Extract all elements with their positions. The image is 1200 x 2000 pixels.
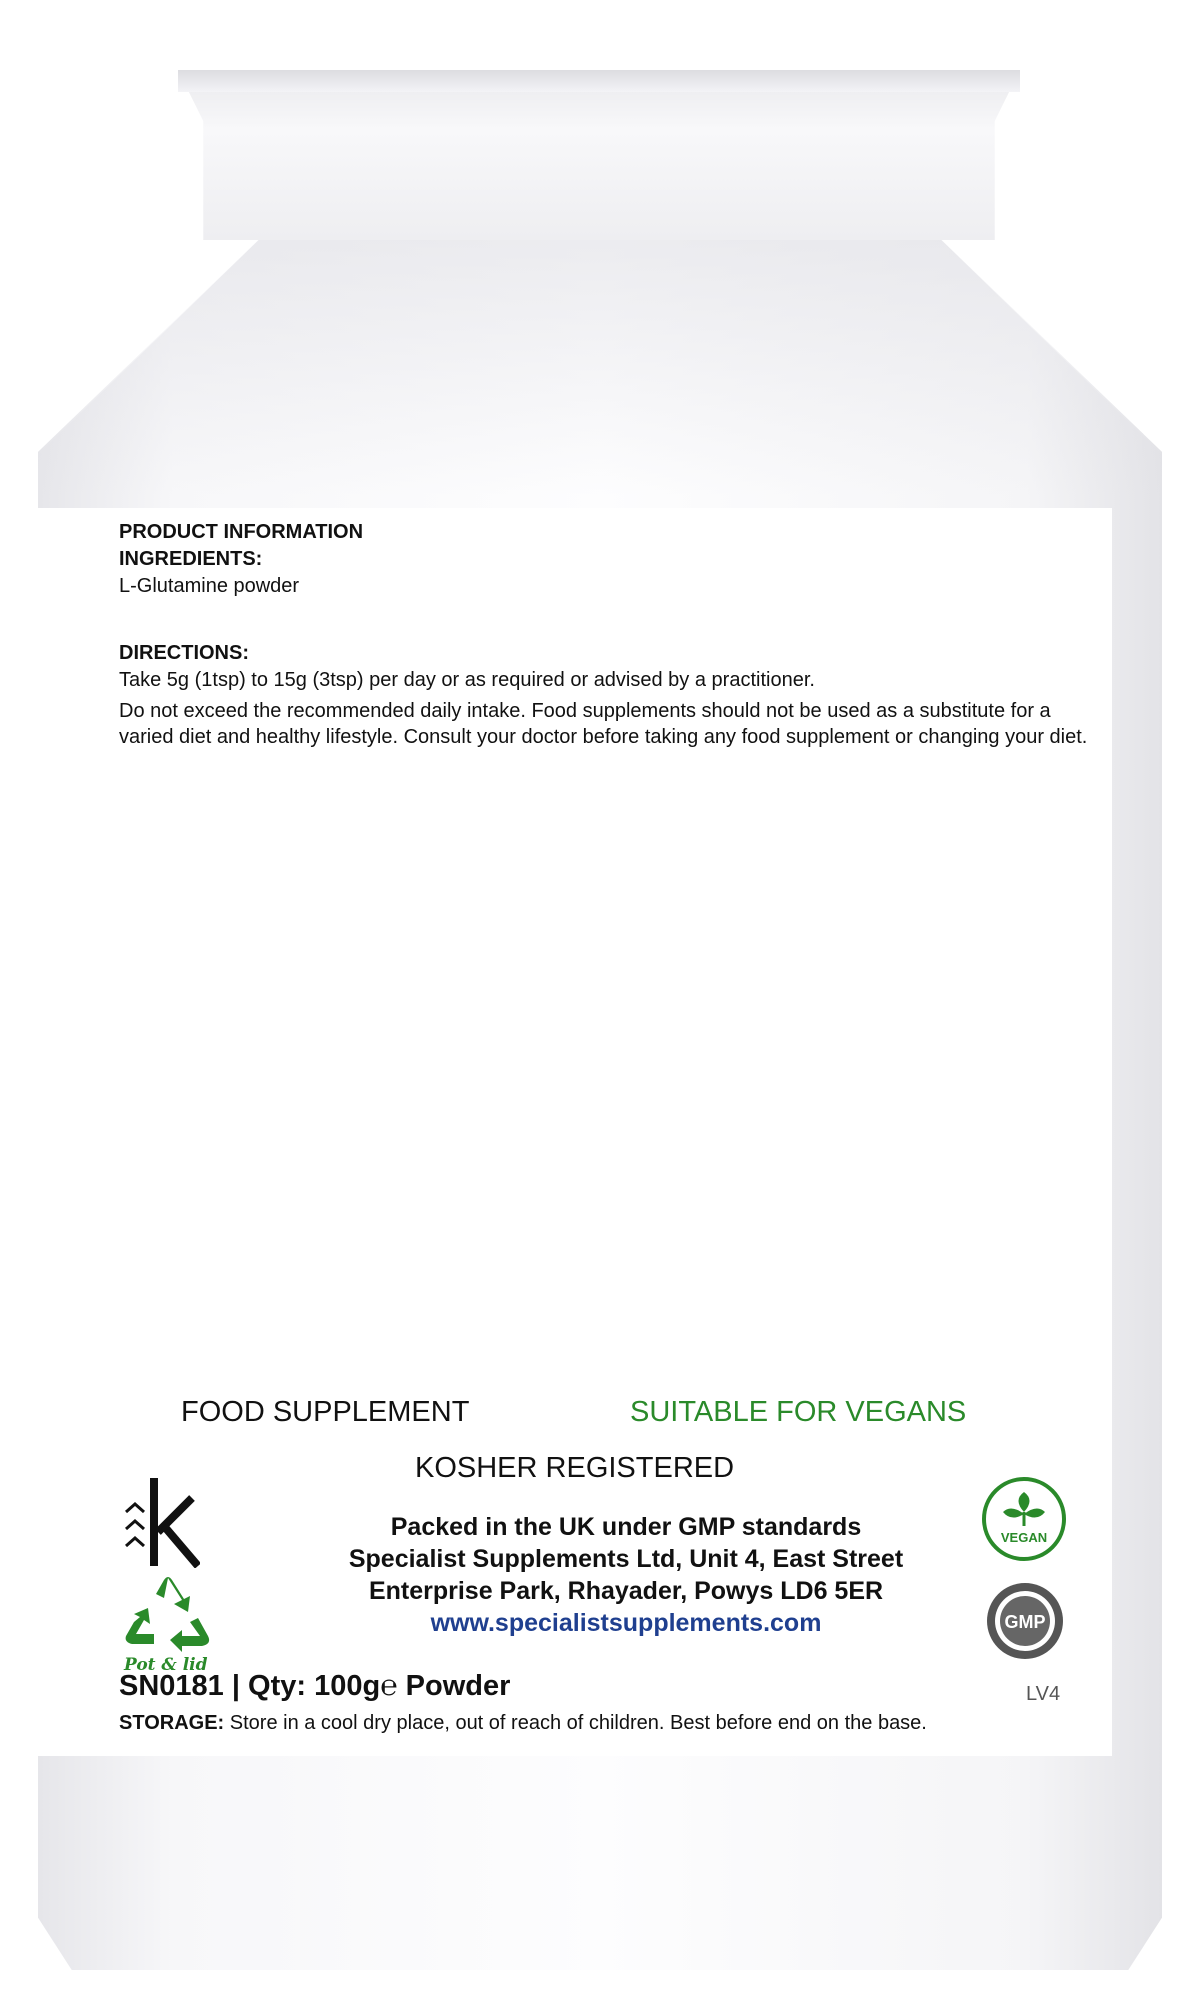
directions-heading: DIRECTIONS: xyxy=(119,642,249,664)
vegan-badge-text: VEGAN xyxy=(1000,1530,1048,1545)
warning-text: Do not exceed the recommended daily intake. Food supplements should not be used as a substitute for a varied diet and healthy lifestyle. Consult your doctor before taking any food supplement or changing your diet. xyxy=(119,700,1088,748)
product-label xyxy=(38,508,1112,1756)
recycle-icon xyxy=(124,1574,212,1658)
ingredients-heading: INGREDIENTS: xyxy=(119,548,263,570)
storage-text: Store in a cool dry place, out of reach of children. Best before end on the base. xyxy=(229,1712,927,1734)
website-link[interactable]: www.specialistsupplements.com xyxy=(430,1609,822,1637)
directions-text: Take 5g (1tsp) to 15g (3tsp) per day or as required or advised by a practitioner. xyxy=(119,669,815,691)
ingredients-text: L-Glutamine powder xyxy=(119,575,300,597)
vegan-leaf-icon xyxy=(981,1476,1067,1562)
kosher-k-icon xyxy=(120,1476,200,1568)
storage-heading: STORAGE: xyxy=(119,1712,225,1734)
packed-line: Packed in the UK under GMP standards xyxy=(390,1513,862,1541)
address-line: Enterprise Park, Rhayader, Powys LD6 5ER xyxy=(368,1577,884,1605)
jar-lid xyxy=(178,70,1020,240)
product-code: SN0181 | Qty: 100g xyxy=(119,1670,381,1702)
jar-shoulder xyxy=(38,225,1162,495)
food-supplement-text: FOOD SUPPLEMENT xyxy=(181,1396,470,1428)
vegan-suitability-text: SUITABLE FOR VEGANS xyxy=(630,1396,967,1428)
kosher-text: KOSHER REGISTERED xyxy=(415,1452,735,1484)
product-code-row xyxy=(119,1670,510,1703)
gmp-seal-icon xyxy=(984,1580,1066,1662)
label-version: LV4 xyxy=(1026,1683,1061,1705)
jar-lid-rim xyxy=(178,70,1020,92)
gmp-badge-text: GMP xyxy=(1004,1612,1046,1632)
product-information-heading: PRODUCT INFORMATION xyxy=(119,521,364,543)
estimated-sign: ℮ xyxy=(380,1670,398,1702)
company-line: Specialist Supplements Ltd, Unit 4, East Street xyxy=(348,1545,904,1573)
recycle-caption: Pot & lid xyxy=(124,1655,208,1675)
storage-line xyxy=(119,1712,927,1735)
product-form: Powder xyxy=(405,1670,511,1702)
